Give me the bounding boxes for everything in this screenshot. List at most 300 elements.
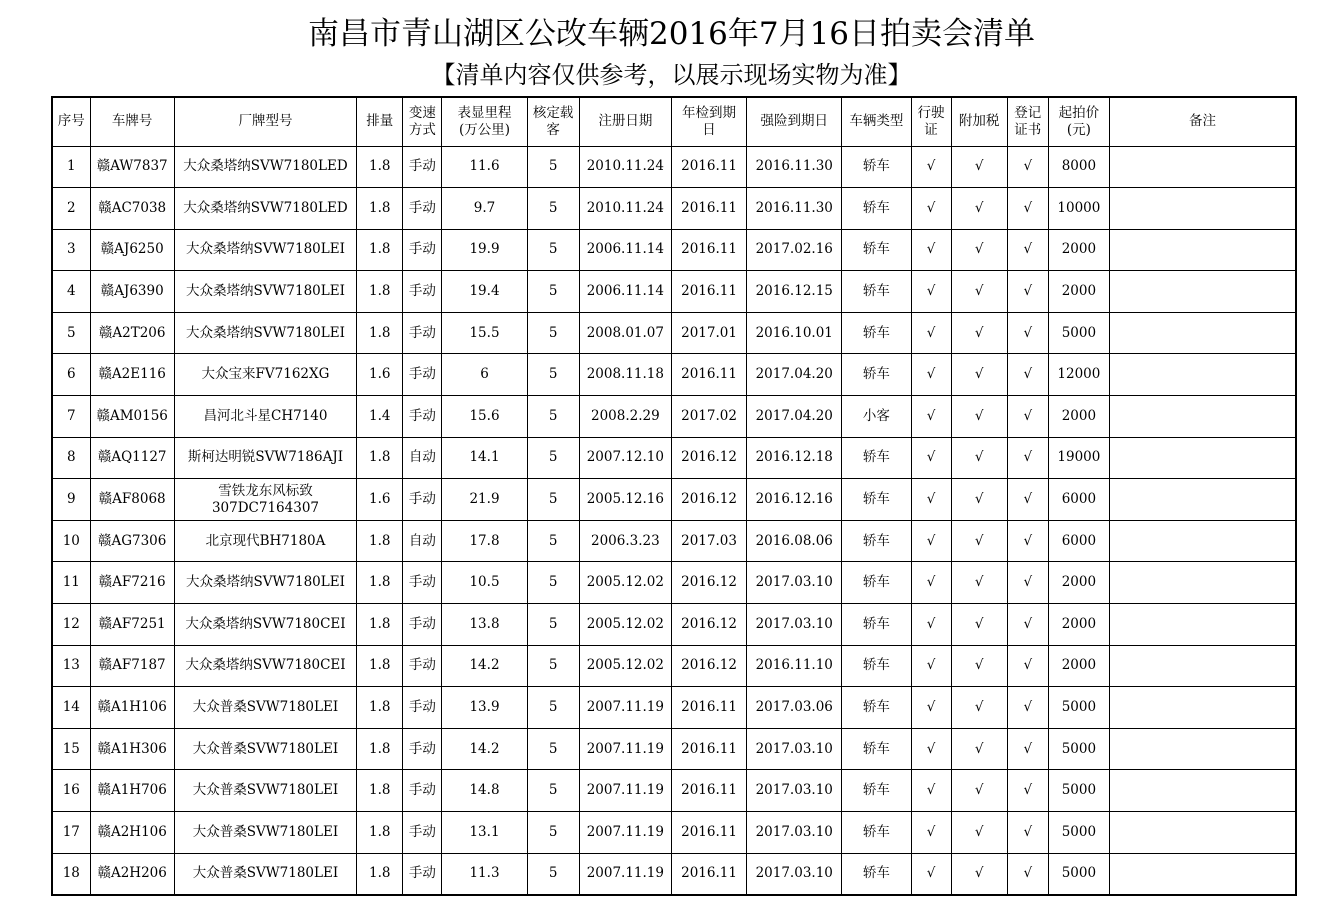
cell-seq: 4 bbox=[52, 271, 90, 313]
column-header-transmission: 变速 方式 bbox=[403, 97, 442, 146]
cell-plate: 赣AW7837 bbox=[90, 146, 174, 188]
cell-model: 大众宝来FV7162XG bbox=[174, 354, 356, 396]
cell-purchase-tax: √ bbox=[951, 604, 1007, 646]
cell-remarks bbox=[1109, 770, 1296, 812]
cell-mileage: 11.3 bbox=[442, 853, 527, 895]
cell-model: 大众桑塔纳SVW7180LEI bbox=[174, 312, 356, 354]
cell-insurance-due: 2017.02.16 bbox=[747, 229, 842, 271]
column-header-plate: 车牌号 bbox=[90, 97, 174, 146]
cell-displacement: 1.8 bbox=[357, 728, 403, 770]
cell-registration-date: 2008.2.29 bbox=[579, 396, 671, 438]
cell-remarks bbox=[1109, 520, 1296, 562]
column-header-seq: 序号 bbox=[52, 97, 90, 146]
cell-vehicle-type: 轿车 bbox=[842, 770, 911, 812]
cell-remarks bbox=[1109, 229, 1296, 271]
cell-displacement: 1.4 bbox=[357, 396, 403, 438]
cell-registration-date: 2010.11.24 bbox=[579, 188, 671, 230]
cell-inspection-due: 2016.12 bbox=[671, 437, 746, 479]
cell-transmission: 手动 bbox=[403, 604, 442, 646]
cell-registration-date: 2006.11.14 bbox=[579, 271, 671, 313]
cell-seats: 5 bbox=[527, 271, 579, 313]
cell-plate: 赣AG7306 bbox=[90, 520, 174, 562]
cell-plate: 赣A1H306 bbox=[90, 728, 174, 770]
cell-transmission: 手动 bbox=[403, 396, 442, 438]
cell-displacement: 1.8 bbox=[357, 188, 403, 230]
cell-seq: 10 bbox=[52, 520, 90, 562]
cell-starting-price: 10000 bbox=[1048, 188, 1109, 230]
cell-displacement: 1.8 bbox=[357, 687, 403, 729]
column-header-remarks: 备注 bbox=[1109, 97, 1296, 146]
cell-plate: 赣AF7251 bbox=[90, 604, 174, 646]
column-header-model: 厂牌型号 bbox=[174, 97, 356, 146]
cell-purchase-tax: √ bbox=[951, 146, 1007, 188]
cell-seq: 18 bbox=[52, 853, 90, 895]
cell-mileage: 14.2 bbox=[442, 645, 527, 687]
cell-vehicle-type: 轿车 bbox=[842, 728, 911, 770]
cell-seq: 9 bbox=[52, 479, 90, 521]
cell-seq: 11 bbox=[52, 562, 90, 604]
cell-seats: 5 bbox=[527, 229, 579, 271]
cell-mileage: 19.9 bbox=[442, 229, 527, 271]
cell-model: 大众普桑SVW7180LEI bbox=[174, 770, 356, 812]
cell-vehicle-type: 轿车 bbox=[842, 604, 911, 646]
cell-registration-date: 2008.01.07 bbox=[579, 312, 671, 354]
cell-transmission: 手动 bbox=[403, 728, 442, 770]
cell-driving-license: √ bbox=[911, 645, 951, 687]
cell-registration-cert: √ bbox=[1007, 437, 1048, 479]
cell-registration-cert: √ bbox=[1007, 354, 1048, 396]
cell-vehicle-type: 小客 bbox=[842, 396, 911, 438]
cell-insurance-due: 2016.11.30 bbox=[747, 188, 842, 230]
table-body bbox=[52, 146, 1296, 895]
cell-inspection-due: 2016.11 bbox=[671, 728, 746, 770]
cell-plate: 赣AQ1127 bbox=[90, 437, 174, 479]
cell-seq: 8 bbox=[52, 437, 90, 479]
cell-seq: 12 bbox=[52, 604, 90, 646]
cell-purchase-tax: √ bbox=[951, 229, 1007, 271]
cell-purchase-tax: √ bbox=[951, 354, 1007, 396]
cell-model: 大众桑塔纳SVW7180LED bbox=[174, 188, 356, 230]
table-row bbox=[52, 687, 1296, 729]
cell-insurance-due: 2017.03.10 bbox=[747, 770, 842, 812]
cell-driving-license: √ bbox=[911, 437, 951, 479]
cell-transmission: 手动 bbox=[403, 188, 442, 230]
cell-insurance-due: 2016.12.18 bbox=[747, 437, 842, 479]
cell-driving-license: √ bbox=[911, 812, 951, 854]
vehicle-auction-table bbox=[51, 96, 1297, 896]
cell-driving-license: √ bbox=[911, 562, 951, 604]
cell-seq: 7 bbox=[52, 396, 90, 438]
cell-driving-license: √ bbox=[911, 687, 951, 729]
cell-vehicle-type: 轿车 bbox=[842, 437, 911, 479]
cell-registration-cert: √ bbox=[1007, 770, 1048, 812]
cell-inspection-due: 2017.02 bbox=[671, 396, 746, 438]
table-row bbox=[52, 479, 1296, 521]
table-row bbox=[52, 853, 1296, 895]
cell-transmission: 手动 bbox=[403, 562, 442, 604]
cell-displacement: 1.8 bbox=[357, 437, 403, 479]
cell-transmission: 手动 bbox=[403, 687, 442, 729]
cell-purchase-tax: √ bbox=[951, 853, 1007, 895]
cell-plate: 赣AJ6250 bbox=[90, 229, 174, 271]
cell-plate: 赣AF7216 bbox=[90, 562, 174, 604]
cell-registration-date: 2005.12.02 bbox=[579, 604, 671, 646]
cell-plate: 赣AF7187 bbox=[90, 645, 174, 687]
cell-purchase-tax: √ bbox=[951, 437, 1007, 479]
cell-insurance-due: 2016.12.16 bbox=[747, 479, 842, 521]
cell-remarks bbox=[1109, 812, 1296, 854]
cell-vehicle-type: 轿车 bbox=[842, 312, 911, 354]
table-row bbox=[52, 520, 1296, 562]
cell-transmission: 手动 bbox=[403, 770, 442, 812]
cell-mileage: 15.5 bbox=[442, 312, 527, 354]
table-row bbox=[52, 271, 1296, 313]
cell-model: 大众桑塔纳SVW7180CEI bbox=[174, 604, 356, 646]
cell-driving-license: √ bbox=[911, 520, 951, 562]
cell-vehicle-type: 轿车 bbox=[842, 562, 911, 604]
table-row bbox=[52, 146, 1296, 188]
cell-seq: 6 bbox=[52, 354, 90, 396]
cell-seq: 14 bbox=[52, 687, 90, 729]
cell-registration-cert: √ bbox=[1007, 520, 1048, 562]
cell-insurance-due: 2016.12.15 bbox=[747, 271, 842, 313]
cell-seats: 5 bbox=[527, 853, 579, 895]
cell-purchase-tax: √ bbox=[951, 770, 1007, 812]
cell-driving-license: √ bbox=[911, 229, 951, 271]
cell-registration-date: 2006.11.14 bbox=[579, 229, 671, 271]
cell-mileage: 13.1 bbox=[442, 812, 527, 854]
cell-starting-price: 2000 bbox=[1048, 396, 1109, 438]
cell-displacement: 1.8 bbox=[357, 271, 403, 313]
cell-plate: 赣A1H706 bbox=[90, 770, 174, 812]
column-header-seats: 核定载 客 bbox=[527, 97, 579, 146]
cell-seats: 5 bbox=[527, 645, 579, 687]
cell-insurance-due: 2017.03.10 bbox=[747, 604, 842, 646]
cell-displacement: 1.8 bbox=[357, 520, 403, 562]
table-row bbox=[52, 645, 1296, 687]
cell-registration-date: 2010.11.24 bbox=[579, 146, 671, 188]
cell-remarks bbox=[1109, 853, 1296, 895]
cell-plate: 赣A2E116 bbox=[90, 354, 174, 396]
cell-seq: 15 bbox=[52, 728, 90, 770]
cell-purchase-tax: √ bbox=[951, 312, 1007, 354]
cell-driving-license: √ bbox=[911, 312, 951, 354]
cell-insurance-due: 2017.03.10 bbox=[747, 562, 842, 604]
cell-inspection-due: 2016.12 bbox=[671, 604, 746, 646]
cell-seats: 5 bbox=[527, 728, 579, 770]
table-row bbox=[52, 354, 1296, 396]
document-title: 南昌市青山湖区公改车辆2016年7月16日拍卖会清单 bbox=[307, 16, 1036, 52]
column-header-vehicle-type: 车辆类型 bbox=[842, 97, 911, 146]
cell-mileage: 19.4 bbox=[442, 271, 527, 313]
cell-seats: 5 bbox=[527, 562, 579, 604]
cell-registration-date: 2007.11.19 bbox=[579, 770, 671, 812]
cell-transmission: 手动 bbox=[403, 354, 442, 396]
cell-mileage: 10.5 bbox=[442, 562, 527, 604]
cell-model: 斯柯达明锐SVW7186AJI bbox=[174, 437, 356, 479]
cell-transmission: 自动 bbox=[403, 520, 442, 562]
column-header-registration-cert: 登记 证书 bbox=[1007, 97, 1048, 146]
cell-model: 大众普桑SVW7180LEI bbox=[174, 853, 356, 895]
cell-registration-date: 2007.11.19 bbox=[579, 728, 671, 770]
cell-transmission: 手动 bbox=[403, 479, 442, 521]
cell-registration-date: 2006.3.23 bbox=[579, 520, 671, 562]
cell-insurance-due: 2016.08.06 bbox=[747, 520, 842, 562]
table-row bbox=[52, 188, 1296, 230]
cell-remarks bbox=[1109, 354, 1296, 396]
cell-mileage: 17.8 bbox=[442, 520, 527, 562]
cell-seq: 2 bbox=[52, 188, 90, 230]
cell-plate: 赣A2H206 bbox=[90, 853, 174, 895]
cell-insurance-due: 2017.03.10 bbox=[747, 812, 842, 854]
cell-vehicle-type: 轿车 bbox=[842, 271, 911, 313]
table-header-row bbox=[52, 97, 1296, 146]
cell-displacement: 1.8 bbox=[357, 812, 403, 854]
cell-model: 大众普桑SVW7180LEI bbox=[174, 728, 356, 770]
cell-insurance-due: 2017.03.06 bbox=[747, 687, 842, 729]
cell-registration-cert: √ bbox=[1007, 188, 1048, 230]
cell-registration-cert: √ bbox=[1007, 229, 1048, 271]
cell-displacement: 1.8 bbox=[357, 645, 403, 687]
cell-seats: 5 bbox=[527, 520, 579, 562]
cell-seq: 1 bbox=[52, 146, 90, 188]
cell-driving-license: √ bbox=[911, 479, 951, 521]
cell-registration-date: 2007.12.10 bbox=[579, 437, 671, 479]
table-row bbox=[52, 562, 1296, 604]
cell-vehicle-type: 轿车 bbox=[842, 853, 911, 895]
cell-seats: 5 bbox=[527, 812, 579, 854]
cell-purchase-tax: √ bbox=[951, 687, 1007, 729]
cell-vehicle-type: 轿车 bbox=[842, 354, 911, 396]
cell-registration-cert: √ bbox=[1007, 396, 1048, 438]
cell-driving-license: √ bbox=[911, 188, 951, 230]
cell-seats: 5 bbox=[527, 312, 579, 354]
cell-purchase-tax: √ bbox=[951, 645, 1007, 687]
cell-inspection-due: 2016.12 bbox=[671, 479, 746, 521]
cell-insurance-due: 2016.10.01 bbox=[747, 312, 842, 354]
cell-registration-date: 2007.11.19 bbox=[579, 812, 671, 854]
cell-remarks bbox=[1109, 687, 1296, 729]
cell-seats: 5 bbox=[527, 770, 579, 812]
cell-inspection-due: 2016.11 bbox=[671, 271, 746, 313]
document-subtitle: 【清单内容仅供参考，以展示现场实物为准】 bbox=[431, 61, 912, 89]
cell-registration-cert: √ bbox=[1007, 271, 1048, 313]
cell-mileage: 14.8 bbox=[442, 770, 527, 812]
cell-seq: 16 bbox=[52, 770, 90, 812]
cell-seq: 3 bbox=[52, 229, 90, 271]
cell-transmission: 手动 bbox=[403, 645, 442, 687]
cell-displacement: 1.6 bbox=[357, 479, 403, 521]
column-header-registration-date: 注册日期 bbox=[579, 97, 671, 146]
cell-seats: 5 bbox=[527, 354, 579, 396]
cell-seats: 5 bbox=[527, 479, 579, 521]
cell-vehicle-type: 轿车 bbox=[842, 520, 911, 562]
table-row bbox=[52, 229, 1296, 271]
cell-seq: 13 bbox=[52, 645, 90, 687]
cell-model: 大众桑塔纳SVW7180LEI bbox=[174, 229, 356, 271]
cell-displacement: 1.8 bbox=[357, 562, 403, 604]
cell-transmission: 自动 bbox=[403, 437, 442, 479]
cell-starting-price: 12000 bbox=[1048, 354, 1109, 396]
cell-plate: 赣A2T206 bbox=[90, 312, 174, 354]
cell-insurance-due: 2017.04.20 bbox=[747, 396, 842, 438]
cell-starting-price: 2000 bbox=[1048, 645, 1109, 687]
cell-model: 雪铁龙东风标致 307DC7164307 bbox=[174, 479, 356, 521]
cell-driving-license: √ bbox=[911, 770, 951, 812]
cell-inspection-due: 2016.11 bbox=[671, 188, 746, 230]
cell-seq: 5 bbox=[52, 312, 90, 354]
cell-plate: 赣A1H106 bbox=[90, 687, 174, 729]
cell-displacement: 1.8 bbox=[357, 229, 403, 271]
table-row bbox=[52, 396, 1296, 438]
cell-remarks bbox=[1109, 479, 1296, 521]
cell-remarks bbox=[1109, 645, 1296, 687]
cell-starting-price: 5000 bbox=[1048, 312, 1109, 354]
cell-starting-price: 5000 bbox=[1048, 728, 1109, 770]
cell-displacement: 1.6 bbox=[357, 354, 403, 396]
column-header-starting-price: 起拍价 (元) bbox=[1048, 97, 1109, 146]
cell-driving-license: √ bbox=[911, 604, 951, 646]
cell-vehicle-type: 轿车 bbox=[842, 479, 911, 521]
cell-registration-date: 2005.12.16 bbox=[579, 479, 671, 521]
cell-model: 大众桑塔纳SVW7180LEI bbox=[174, 562, 356, 604]
cell-driving-license: √ bbox=[911, 396, 951, 438]
cell-inspection-due: 2016.11 bbox=[671, 687, 746, 729]
column-header-inspection-due: 年检到期 日 bbox=[671, 97, 746, 146]
cell-registration-cert: √ bbox=[1007, 604, 1048, 646]
cell-model: 昌河北斗星CH7140 bbox=[174, 396, 356, 438]
cell-purchase-tax: √ bbox=[951, 271, 1007, 313]
cell-registration-cert: √ bbox=[1007, 479, 1048, 521]
cell-transmission: 手动 bbox=[403, 853, 442, 895]
cell-mileage: 14.1 bbox=[442, 437, 527, 479]
cell-inspection-due: 2016.11 bbox=[671, 853, 746, 895]
cell-transmission: 手动 bbox=[403, 229, 442, 271]
cell-insurance-due: 2017.04.20 bbox=[747, 354, 842, 396]
cell-seats: 5 bbox=[527, 437, 579, 479]
cell-starting-price: 5000 bbox=[1048, 687, 1109, 729]
cell-mileage: 13.8 bbox=[442, 604, 527, 646]
cell-inspection-due: 2016.11 bbox=[671, 354, 746, 396]
cell-remarks bbox=[1109, 728, 1296, 770]
cell-mileage: 11.6 bbox=[442, 146, 527, 188]
cell-purchase-tax: √ bbox=[951, 396, 1007, 438]
cell-driving-license: √ bbox=[911, 853, 951, 895]
cell-inspection-due: 2017.03 bbox=[671, 520, 746, 562]
cell-registration-date: 2005.12.02 bbox=[579, 562, 671, 604]
cell-plate: 赣A2H106 bbox=[90, 812, 174, 854]
cell-insurance-due: 2017.03.10 bbox=[747, 853, 842, 895]
cell-seats: 5 bbox=[527, 146, 579, 188]
table-row bbox=[52, 312, 1296, 354]
table-row bbox=[52, 770, 1296, 812]
cell-inspection-due: 2016.11 bbox=[671, 229, 746, 271]
cell-plate: 赣AF8068 bbox=[90, 479, 174, 521]
cell-seats: 5 bbox=[527, 604, 579, 646]
cell-plate: 赣AC7038 bbox=[90, 188, 174, 230]
cell-vehicle-type: 轿车 bbox=[842, 645, 911, 687]
cell-model: 大众桑塔纳SVW7180LED bbox=[174, 146, 356, 188]
cell-inspection-due: 2016.11 bbox=[671, 146, 746, 188]
cell-starting-price: 5000 bbox=[1048, 770, 1109, 812]
cell-displacement: 1.8 bbox=[357, 312, 403, 354]
cell-driving-license: √ bbox=[911, 728, 951, 770]
cell-starting-price: 6000 bbox=[1048, 479, 1109, 521]
cell-registration-cert: √ bbox=[1007, 812, 1048, 854]
cell-remarks bbox=[1109, 437, 1296, 479]
cell-inspection-due: 2017.01 bbox=[671, 312, 746, 354]
cell-model: 大众桑塔纳SVW7180LEI bbox=[174, 271, 356, 313]
cell-registration-date: 2005.12.02 bbox=[579, 645, 671, 687]
cell-registration-cert: √ bbox=[1007, 312, 1048, 354]
cell-displacement: 1.8 bbox=[357, 853, 403, 895]
cell-seats: 5 bbox=[527, 188, 579, 230]
cell-registration-date: 2008.11.18 bbox=[579, 354, 671, 396]
cell-registration-cert: √ bbox=[1007, 146, 1048, 188]
cell-starting-price: 5000 bbox=[1048, 812, 1109, 854]
cell-seq: 17 bbox=[52, 812, 90, 854]
cell-vehicle-type: 轿车 bbox=[842, 188, 911, 230]
cell-remarks bbox=[1109, 396, 1296, 438]
table-row bbox=[52, 604, 1296, 646]
cell-inspection-due: 2016.11 bbox=[671, 770, 746, 812]
cell-remarks bbox=[1109, 604, 1296, 646]
cell-starting-price: 2000 bbox=[1048, 271, 1109, 313]
cell-starting-price: 6000 bbox=[1048, 520, 1109, 562]
cell-transmission: 手动 bbox=[403, 146, 442, 188]
cell-purchase-tax: √ bbox=[951, 520, 1007, 562]
cell-mileage: 21.9 bbox=[442, 479, 527, 521]
cell-seats: 5 bbox=[527, 396, 579, 438]
cell-model: 北京现代BH7180A bbox=[174, 520, 356, 562]
cell-inspection-due: 2016.11 bbox=[671, 812, 746, 854]
cell-remarks bbox=[1109, 562, 1296, 604]
column-header-purchase-tax: 附加税 bbox=[951, 97, 1007, 146]
cell-starting-price: 19000 bbox=[1048, 437, 1109, 479]
table-row bbox=[52, 812, 1296, 854]
cell-purchase-tax: √ bbox=[951, 562, 1007, 604]
cell-seats: 5 bbox=[527, 687, 579, 729]
column-header-insurance-due: 强险到期日 bbox=[747, 97, 842, 146]
cell-registration-date: 2007.11.19 bbox=[579, 687, 671, 729]
cell-vehicle-type: 轿车 bbox=[842, 687, 911, 729]
cell-vehicle-type: 轿车 bbox=[842, 146, 911, 188]
cell-registration-cert: √ bbox=[1007, 728, 1048, 770]
cell-mileage: 6 bbox=[442, 354, 527, 396]
cell-starting-price: 2000 bbox=[1048, 229, 1109, 271]
cell-displacement: 1.8 bbox=[357, 770, 403, 812]
cell-transmission: 手动 bbox=[403, 812, 442, 854]
cell-registration-date: 2007.11.19 bbox=[579, 853, 671, 895]
cell-mileage: 13.9 bbox=[442, 687, 527, 729]
cell-registration-cert: √ bbox=[1007, 687, 1048, 729]
cell-purchase-tax: √ bbox=[951, 188, 1007, 230]
cell-starting-price: 2000 bbox=[1048, 604, 1109, 646]
column-header-mileage: 表显里程 (万公里) bbox=[442, 97, 527, 146]
cell-purchase-tax: √ bbox=[951, 479, 1007, 521]
cell-mileage: 14.2 bbox=[442, 728, 527, 770]
cell-transmission: 手动 bbox=[403, 271, 442, 313]
cell-purchase-tax: √ bbox=[951, 812, 1007, 854]
cell-insurance-due: 2016.11.10 bbox=[747, 645, 842, 687]
cell-driving-license: √ bbox=[911, 354, 951, 396]
cell-driving-license: √ bbox=[911, 146, 951, 188]
column-header-displacement: 排量 bbox=[357, 97, 403, 146]
table-row bbox=[52, 437, 1296, 479]
cell-remarks bbox=[1109, 146, 1296, 188]
cell-model: 大众普桑SVW7180LEI bbox=[174, 812, 356, 854]
cell-registration-cert: √ bbox=[1007, 853, 1048, 895]
